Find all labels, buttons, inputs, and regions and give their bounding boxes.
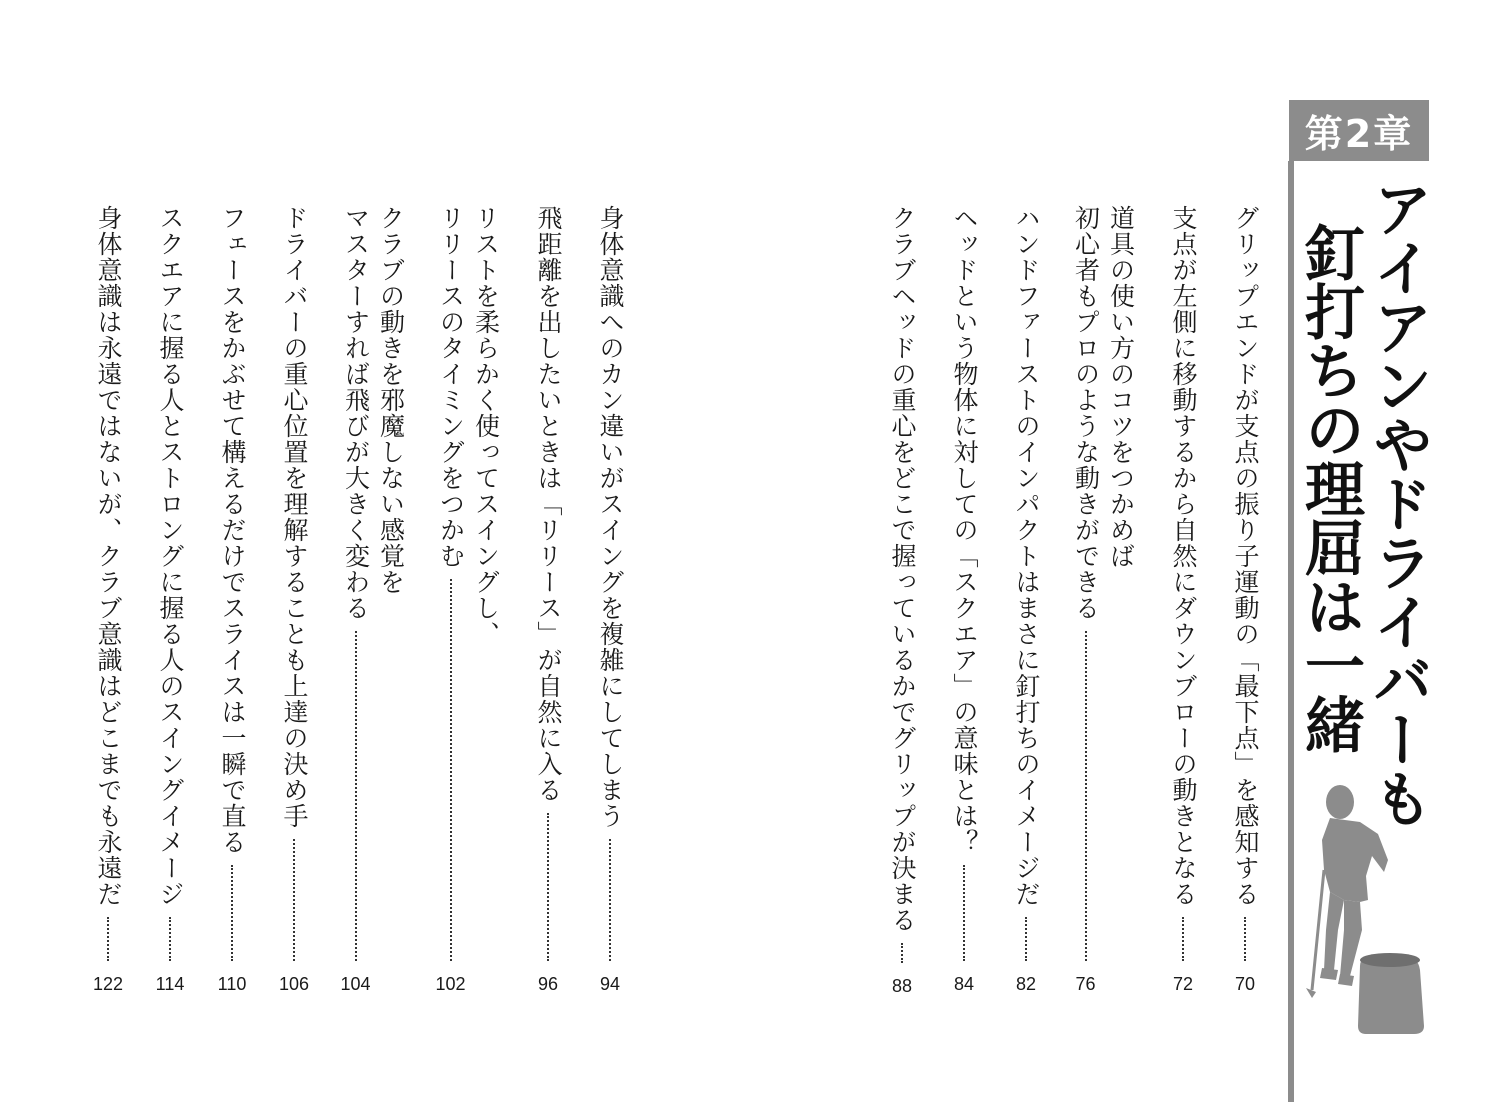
toc-page-number: 102 (435, 974, 466, 994)
toc-entry-title: スクエアに握る人とストロングに握る人のスイングイメージ (156, 205, 185, 907)
toc-entry[interactable] (88, 205, 128, 995)
toc-entry-title: ハンドファーストのインパクトはまさに釘打ちのイメージだ (1012, 205, 1041, 907)
toc-entry-title: ヘッドという物体に対しての「スクエア」の意味とは？ (950, 205, 979, 855)
toc-entry-title-line-1: 道具の使い方のコツをつかめば (1106, 205, 1136, 569)
toc-page-number: 76 (1075, 974, 1096, 994)
toc-leader (1244, 917, 1246, 961)
toc-leader (450, 579, 452, 961)
toc-entry-title-line-1: リストを柔らかく使ってスイングし、 (471, 205, 501, 647)
toc-page-number: 106 (278, 974, 310, 994)
chapter-badge: 第2章 (1289, 100, 1429, 161)
golfer-silhouette-icon (1300, 780, 1440, 1040)
chapter-rule (1288, 161, 1294, 1102)
chapter-title-line-1: アイアンやドライバーも (1363, 178, 1433, 827)
toc-entry[interactable] (338, 205, 408, 995)
toc-leader (547, 813, 549, 961)
toc-page-number: 88 (891, 976, 913, 996)
toc-leader (963, 865, 965, 961)
toc-entry[interactable] (1068, 205, 1138, 995)
toc-page-number: 96 (537, 974, 559, 994)
toc-page-number: 84 (953, 974, 975, 994)
chapter-title-line-2: 釘打ちの理屈は一緒 (1295, 222, 1365, 753)
toc-leader (231, 865, 233, 961)
toc-page-number: 94 (599, 974, 621, 994)
toc-leader (293, 839, 295, 961)
toc-page-number: 70 (1234, 974, 1256, 994)
toc-entry-title-line-2: マスターすれば飛びが大きく変わる (341, 205, 371, 621)
toc-page-number: 110 (217, 974, 247, 994)
toc-entry-title-line-2: 初心者もプロのような動きができる (1071, 205, 1101, 621)
toc-entry[interactable] (1163, 205, 1203, 995)
toc-entry-title-line-2: リリースのタイミングをつかむ (436, 205, 466, 569)
toc-entry-title: グリップエンドが支点の振り子運動の「最下点」を感知する (1231, 205, 1260, 907)
toc-page-number: 72 (1172, 974, 1194, 994)
toc-entry-title: 身体意識へのカン違いがスイングを複雑にしてしまう (596, 205, 625, 829)
toc-entry-title-line-1: クラブの動きを邪魔しない感覚を (376, 205, 406, 595)
toc-entry[interactable] (212, 205, 252, 995)
toc-entry[interactable] (1225, 205, 1265, 995)
toc-entry[interactable] (433, 205, 503, 995)
toc-leader (1085, 631, 1087, 961)
toc-entry-title: 身体意識は永遠ではないが、クラブ意識はどこまでも永遠だ (94, 205, 123, 907)
toc-leader (355, 631, 357, 961)
toc-entry-title: フェースをかぶせて構えるだけでスライスは一瞬で直る (218, 205, 247, 855)
toc-entry[interactable] (274, 205, 314, 995)
toc-page-number: 82 (1015, 974, 1037, 994)
toc-entry-title: クラブヘッドの重心をどこで握っているかでグリップが決まる (888, 205, 917, 933)
toc-page-number: 122 (92, 974, 124, 994)
toc-page-number: 104 (340, 974, 371, 994)
toc-leader (1182, 917, 1184, 961)
toc-entry[interactable] (944, 205, 984, 995)
toc-entry[interactable] (590, 205, 630, 995)
toc-leader (609, 839, 611, 961)
toc-entry[interactable] (150, 205, 190, 995)
toc-leader (169, 917, 171, 961)
toc-entry[interactable] (1006, 205, 1046, 995)
toc-entry-title: ドライバーの重心位置を理解することも上達の決め手 (280, 205, 309, 829)
toc-leader (901, 943, 903, 963)
toc-page-number: 114 (155, 974, 185, 994)
toc-entry-title: 支点が左側に移動するから自然にダウンブローの動きとなる (1169, 205, 1198, 907)
toc-entry[interactable] (528, 205, 568, 995)
toc-entry-title: 飛距離を出したいときは「リリース」が自然に入る (534, 205, 563, 803)
toc-entry[interactable] (882, 205, 922, 995)
toc-leader (1025, 917, 1027, 961)
toc-leader (107, 917, 109, 961)
